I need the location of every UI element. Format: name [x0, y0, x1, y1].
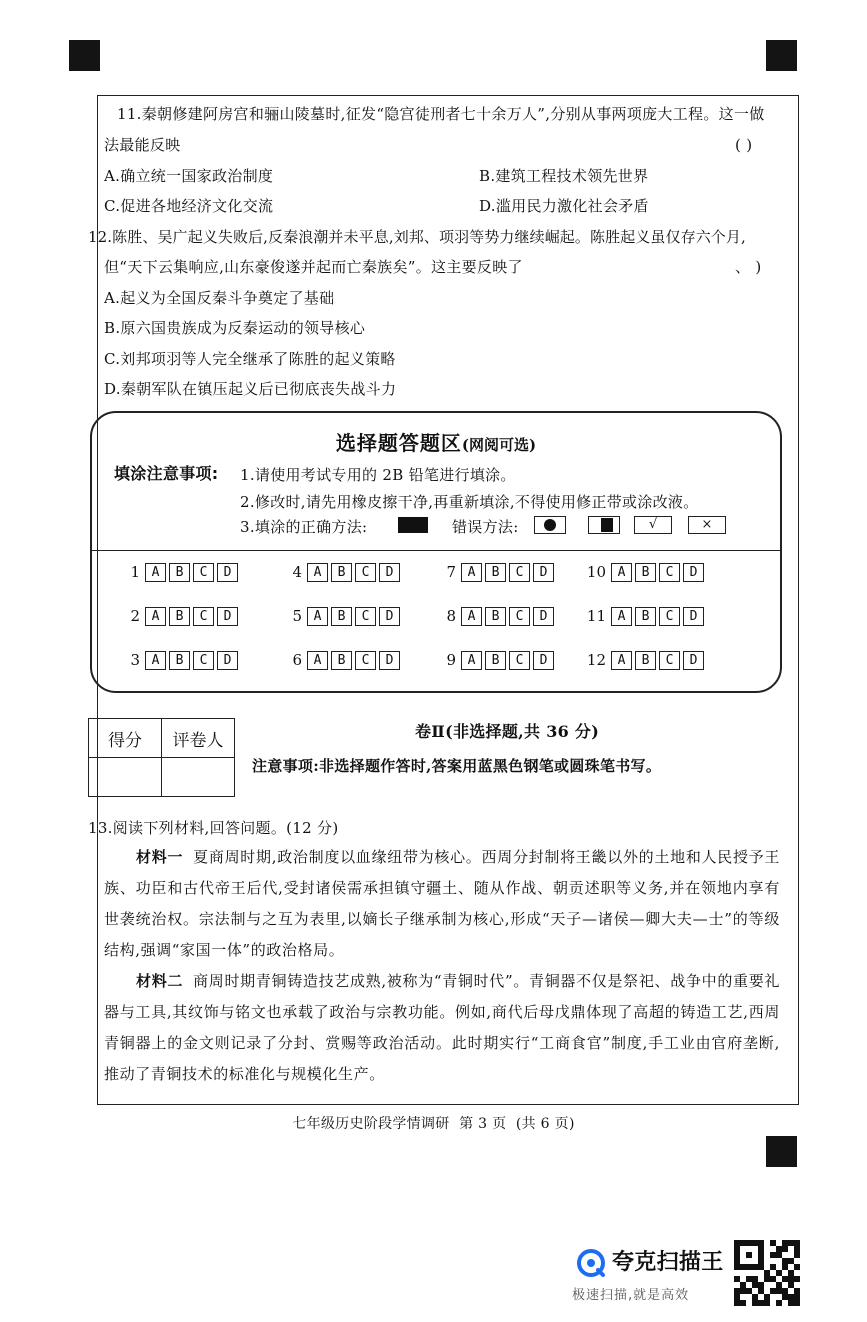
answer-bubble[interactable]: A — [611, 563, 632, 582]
section2-title: 卷Ⅱ(非选择题,共 36 分) — [415, 722, 600, 741]
notice-2: 2.修改时,请先用橡皮擦干净,再重新填涂,不得使用修正带或涂改液。 — [240, 493, 699, 511]
answer-bubble[interactable]: A — [145, 651, 166, 670]
answer-bubble[interactable]: D — [217, 607, 238, 626]
answer-bubble[interactable]: C — [659, 607, 680, 626]
answer-bubble[interactable]: C — [355, 651, 376, 670]
material-2-text: 商周时期青铜铸造技艺成熟,被称为“青铜时代”。青铜器不仅是祭祀、战争中的重要礼器与工具,其纹饰与铭文也承载了政治与宗教功能。例如,商代后母戊鼎体现了高超的铸造工艺,西周青铜器上的金文则记录了分封、赏赐等政治活动。此时期实行“工商食官”制度,手工业由官府垄断,推动了青铜技术的标准化与规模化生产。 — [104, 972, 780, 1083]
bubble-row-q3 — [145, 651, 238, 670]
scanner-brand: 夸克扫描王 — [612, 1250, 724, 1275]
answer-bubble[interactable]: B — [331, 607, 352, 626]
answer-bubble[interactable]: B — [485, 563, 506, 582]
answer-bubble[interactable]: D — [683, 651, 704, 670]
registration-mark-top-right — [766, 40, 797, 71]
q12-option-a: A.起义为全国反秦斗争奠定了基础 — [104, 289, 335, 307]
question-number: 1 — [130, 563, 140, 581]
q12-answer-paren: 、 ) — [735, 258, 762, 276]
answer-bubble[interactable]: B — [485, 651, 506, 670]
material-2-label: 材料二 — [136, 972, 184, 990]
q11-answer-paren: ( ) — [735, 136, 753, 154]
question-number: 2 — [130, 607, 140, 625]
bubble-row-q12 — [611, 651, 704, 670]
question-number: 6 — [292, 651, 302, 669]
answer-area — [90, 411, 782, 693]
q12-option-b: B.原六国贵族成为反秦运动的领导核心 — [104, 319, 366, 337]
question-number: 4 — [292, 563, 302, 581]
q11-line1: 11.秦朝修建阿房宫和骊山陵墓时,征发“隐宫徒刑者七十余万人”,分别从事两项庞大工程。这一做 — [117, 105, 765, 123]
question-number: 10 — [586, 563, 606, 581]
bubble-row-q11 — [611, 607, 704, 626]
question-number: 5 — [292, 607, 302, 625]
qr-module — [794, 1300, 800, 1306]
answer-bubble[interactable]: C — [355, 563, 376, 582]
answer-bubble[interactable]: C — [659, 651, 680, 670]
score-cell[interactable] — [89, 758, 162, 797]
question-number: 3 — [130, 651, 140, 669]
answer-bubble[interactable]: A — [145, 607, 166, 626]
grader-cell[interactable] — [162, 758, 235, 797]
bubble-row-q5 — [307, 607, 400, 626]
answer-bubble[interactable]: B — [485, 607, 506, 626]
answer-bubble[interactable]: A — [611, 651, 632, 670]
question-number: 11 — [586, 607, 606, 625]
answer-bubble[interactable]: D — [683, 563, 704, 582]
answer-bubble[interactable]: B — [169, 607, 190, 626]
notice-3: 3.填涂的正确方法: — [240, 518, 368, 536]
answer-bubble[interactable]: A — [461, 651, 482, 670]
material-1-label: 材料一 — [136, 848, 184, 866]
question-number: 12 — [586, 651, 606, 669]
bubble-row-q10 — [611, 563, 704, 582]
answer-bubble[interactable]: A — [307, 563, 328, 582]
q13-material-1 — [104, 842, 780, 966]
wrong-example-partial — [588, 516, 620, 534]
wrong-example-circle — [534, 516, 566, 534]
answer-bubble[interactable]: A — [307, 607, 328, 626]
scanner-logo-icon — [576, 1248, 606, 1278]
answer-bubble[interactable]: B — [635, 607, 656, 626]
answer-bubble[interactable]: C — [659, 563, 680, 582]
answer-bubble[interactable]: D — [533, 563, 554, 582]
answer-bubble[interactable]: C — [355, 607, 376, 626]
answer-bubble[interactable]: C — [509, 563, 530, 582]
material-1-text: 夏商周时期,政治制度以血缘纽带为核心。西周分封制将王畿以外的土地和人民授予王族、功臣和古代帝王后代,受封诸侯需承担镇守疆土、随从作战、朝贡述职等义务,并在领地内享有世袭统治权。宗法制与之互为表里,以嫡长子继承制为核心,形成“天子—诸侯—卿大夫—士”的等级结构,强调“家国一体”的政治格局。 — [104, 848, 780, 959]
registration-mark-top-left — [69, 40, 100, 71]
score-table — [88, 718, 235, 797]
answer-bubble[interactable]: C — [509, 651, 530, 670]
answer-bubble[interactable]: C — [193, 563, 214, 582]
answer-bubble[interactable]: D — [379, 607, 400, 626]
answer-bubble[interactable]: A — [611, 607, 632, 626]
question-number: 7 — [446, 563, 456, 581]
notice-1: 1.请使用考试专用的 2B 铅笔进行填涂。 — [240, 466, 516, 484]
answer-bubble[interactable]: B — [331, 563, 352, 582]
qr-code-icon — [734, 1240, 800, 1306]
wrong-example-cross: × — [688, 516, 726, 534]
answer-bubble[interactable]: A — [461, 563, 482, 582]
q13-stem: 13.阅读下列材料,回答问题。(12 分) — [88, 819, 339, 837]
bubble-row-q2 — [145, 607, 238, 626]
bubble-row-q9 — [461, 651, 554, 670]
answer-bubble[interactable]: C — [193, 607, 214, 626]
answer-bubble[interactable]: B — [169, 563, 190, 582]
answer-area-title — [92, 427, 780, 456]
registration-mark-bottom-right — [766, 1136, 797, 1167]
answer-bubble[interactable]: A — [461, 607, 482, 626]
section2-notice: 注意事项:非选择题作答时,答案用蓝黑色钢笔或圆珠笔书写。 — [252, 757, 662, 775]
answer-area-title-text: 选择题答题区 — [335, 431, 462, 455]
bubble-row-q8 — [461, 607, 554, 626]
q11-line2: 法最能反映 — [104, 136, 181, 154]
score-label: 得分 — [89, 719, 162, 758]
bubble-row-q1 — [145, 563, 238, 582]
scanner-slogan: 极速扫描,就是高效 — [572, 1288, 690, 1303]
q12-option-c: C.刘邦项羽等人完全继承了陈胜的起义策略 — [104, 350, 396, 368]
grader-label: 评卷人 — [162, 719, 235, 758]
answer-area-title-note: (网阅可选) — [461, 436, 537, 454]
bubble-row-q6 — [307, 651, 400, 670]
answer-bubble[interactable]: B — [635, 651, 656, 670]
answer-bubble[interactable]: D — [533, 651, 554, 670]
notice-label: 填涂注意事项: — [114, 464, 219, 483]
q11-option-b: B.建筑工程技术领先世界 — [479, 167, 649, 185]
answer-bubble[interactable]: D — [217, 563, 238, 582]
q11-option-d: D.滥用民力激化社会矛盾 — [479, 197, 649, 215]
answer-bubble[interactable]: D — [533, 607, 554, 626]
wrong-example-check: √ — [634, 516, 672, 534]
answer-bubble[interactable]: A — [145, 563, 166, 582]
answer-bubble[interactable]: D — [683, 607, 704, 626]
q12-line1: 12.陈胜、吴广起义失败后,反秦浪潮并未平息,刘邦、项羽等势力继续崛起。陈胜起义虽仅存六个月, — [88, 228, 746, 246]
answer-bubble[interactable]: A — [307, 651, 328, 670]
q12-option-d: D.秦朝军队在镇压起义后已彻底丧失战斗力 — [104, 380, 397, 398]
answer-bubble[interactable]: D — [379, 651, 400, 670]
wrong-method-label: 错误方法: — [452, 518, 519, 536]
q13-material-2 — [104, 966, 780, 1090]
answer-area-divider — [92, 550, 780, 551]
bubble-row-q4 — [307, 563, 400, 582]
answer-bubble[interactable]: C — [509, 607, 530, 626]
correct-fill-example — [398, 517, 428, 533]
q11-option-c: C.促进各地经济文化交流 — [104, 197, 274, 215]
answer-bubble[interactable]: B — [635, 563, 656, 582]
answer-bubble[interactable]: D — [379, 563, 400, 582]
question-number: 9 — [446, 651, 456, 669]
page-footer: 七年级历史阶段学情调研 第 3 页 (共 6 页) — [292, 1116, 575, 1132]
answer-bubble[interactable]: B — [169, 651, 190, 670]
answer-bubble[interactable]: C — [193, 651, 214, 670]
bubble-row-q7 — [461, 563, 554, 582]
answer-bubble[interactable]: D — [217, 651, 238, 670]
answer-bubble[interactable]: B — [331, 651, 352, 670]
q11-option-a: A.确立统一国家政治制度 — [104, 167, 274, 185]
question-number: 8 — [446, 607, 456, 625]
q12-line2: 但“天下云集响应,山东豪俊遂并起而亡秦族矣”。这主要反映了 — [104, 258, 523, 276]
